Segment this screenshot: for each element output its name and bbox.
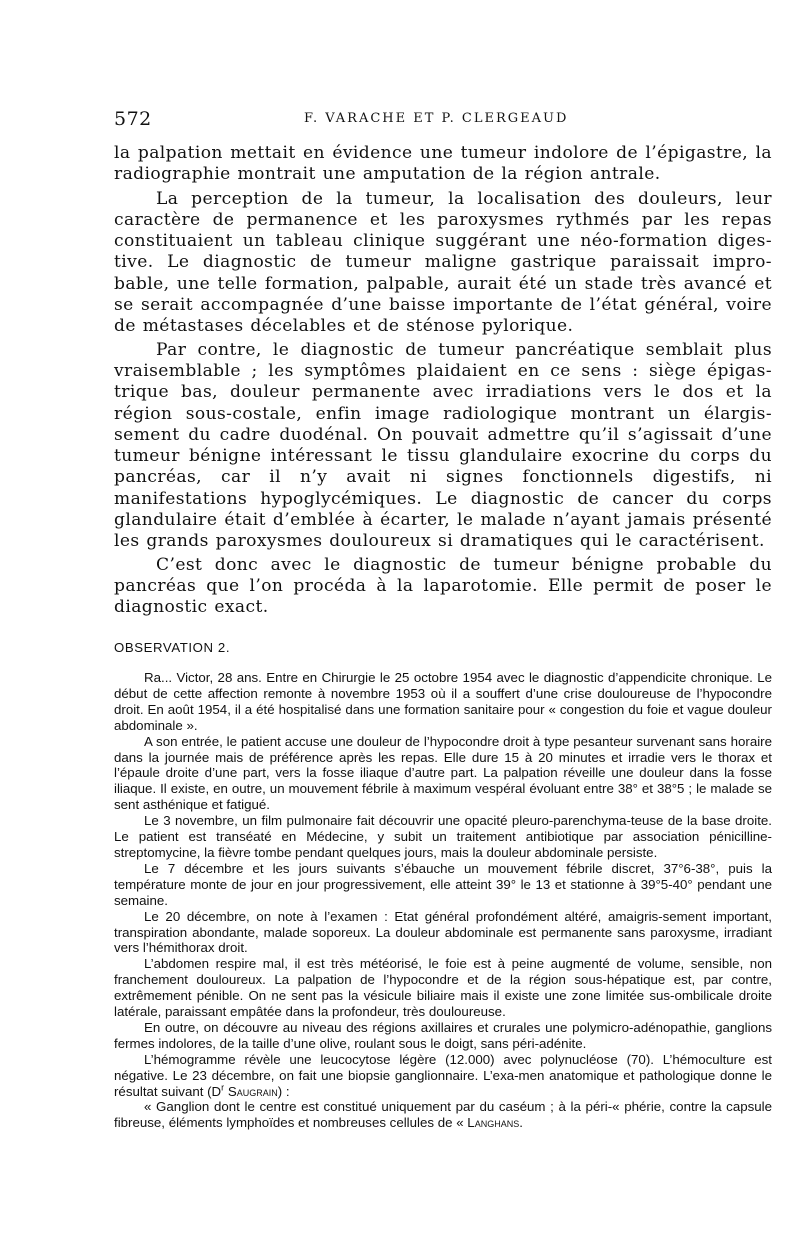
page-header (114, 108, 772, 132)
main-text-block (114, 143, 772, 619)
running-head: F. VARACHE ET P. CLERGEAUD (304, 111, 569, 126)
observation-title: OBSERVATION 2. (114, 640, 231, 655)
title-superscript: r (221, 1082, 225, 1093)
observation-paragraph-text: « Ganglion dont le centre est constitué uniquement par du caséum ; à la péri-« phérie, contre la capsule fibreuse, éléments lymphoïdes et nombreuses cellules de « (114, 1099, 772, 1131)
observation-paragraph-end: . (519, 1115, 523, 1131)
observation-paragraph: Le 3 novembre, un film pulmonaire fait découvrir une opacité pleuro-parenchyma-teuse de la base droite. Le patient est transéaté en Médecine, y subit un traitement antibiotique par association pénicilline-streptomycine, la fièvre tombe pendant quelques jours, mais la douleur abdominale persiste. (114, 813, 772, 860)
paragraph: la palpation mettait en évidence une tumeur indolore de l’épigastre, la radiographie montrait une amputation de la région antrale. (114, 143, 772, 185)
observation-paragraph (114, 1099, 772, 1131)
paragraph: La perception de la tumeur, la localisation des douleurs, leur caractère de permanence et les paroxysmes rythmés par les repas constituaient un tableau clinique suggérant une néo-formation diges-tive. Le diagnostic de tumeur maligne gastrique paraissait impro-bable, une telle formation, palpable, aurait été un stade très avancé et se serait accompagnée d’une baisse importante de l’état général, voire de métastases décelables et de sténose pylorique. (114, 188, 772, 337)
observation-paragraph: Ra... Victor, 28 ans. Entre en Chirurgie le 25 octobre 1954 avec le diagnostic d’appendicite chronique. Le début de cette affection remonte à novembre 1953 où il a souffert d’une crise douloureuse de l’hypocondre droit. En août 1954, il a été hospitalisé dans une formation sanitaire pour « congestion du foie et vague douleur abdominale ». (114, 670, 772, 733)
langhans-name: Langhans (467, 1115, 520, 1131)
observation-paragraph (114, 1052, 772, 1100)
page-number: 572 (114, 108, 152, 130)
observation-paragraph: En outre, on découvre au niveau des régions axillaires et crurales une polymicro-adénopathie, ganglions fermes indolores, de la taille d’une olive, roulant sous le doigt, sans péri-adénite. (114, 1019, 772, 1051)
observation-text (114, 670, 772, 1131)
observation-paragraph: L’abdomen respire mal, il est très météorisé, le foie est à peine augmenté de volume, sensible, non franchement douloureux. La palpation de l’hypocondre et de la région sous-hépatique est, par contre, extrêmement pénible. On ne sent pas la vésicule biliaire mais il existe une zone limitée sus-ombilicale droite latérale, paraissant empâtée dans la profondeur, très douloureuse. (114, 956, 772, 1020)
observation-paragraph: Le 20 décembre, on note à l’examen : Etat général profondément altéré, amaigris-sement important, transpiration abondante, malade soporeux. La douleur abdominale est permanente sans paroxysme, irradiant vers l’hémithorax droit. (114, 908, 772, 956)
paragraph: Par contre, le diagnostic de tumeur pancréatique semblait plus vraisemblable ; les symptômes plaidaient en ce sens : siège épigas-trique bas, douleur permanente avec irradiations vers le dos et la région sous-costale, enfin image radiologique montrant un élargis-sement du cadre duodénal. On pouvait admettre qu’il s’agissait d’une tumeur bénigne intéressant le tissu glandulaire exocrine du corps du pancréas, car il n’y avait ni signes fonctionnels digestifs, ni manifestations hypoglycémiques. Le diagnostic de cancer du corps glandulaire était d’emblée à écarter, le malade n’ayant jamais présenté les grands paroxysmes douloureux si dramatiques qui le caractérisent. (114, 339, 772, 552)
observation-paragraph: A son entrée, le patient accuse une douleur de l’hypocondre droit à type pesanteur survenant sans horaire dans la journée mais de préférence après les repas. Elle dure 15 à 20 minutes et irradie vers le thorax et l’épaule droite d’une part, vers la fosse iliaque d’autre part. La palpation réveille une douleur dans la fosse iliaque. Il existe, en outre, un mouvement fébrile à maximum vespéral évoluant entre 38° et 38°5 ; le malade se sent asthénique et fatigué. (114, 733, 772, 813)
author-name: Saugrain (227, 1083, 278, 1099)
observation-paragraph-end: ) : (277, 1083, 290, 1099)
paragraph: C’est donc avec le diagnostic de tumeur bénigne probable du pancréas que l’on procéda à la laparotomie. Elle permit de poser le diagnostic exact. (114, 554, 772, 618)
observation-paragraph: Le 7 décembre et les jours suivants s’ébauche un mouvement fébrile discret, 37°6-38°, puis la température monte de jour en jour progressivement, elle atteint 39° le 13 et stationne à 39°5-40° pendant une semaine. (114, 860, 772, 908)
observation-paragraph-text: L’hémogramme révèle une leucocytose légère (12.000) avec polynucléose (70). L’hémoculture est négative. Le 23 décembre, on fait une biopsie ganglionnaire. L’exa-men anatomique et pathologique donne le résultat suivant (D (114, 1051, 772, 1099)
